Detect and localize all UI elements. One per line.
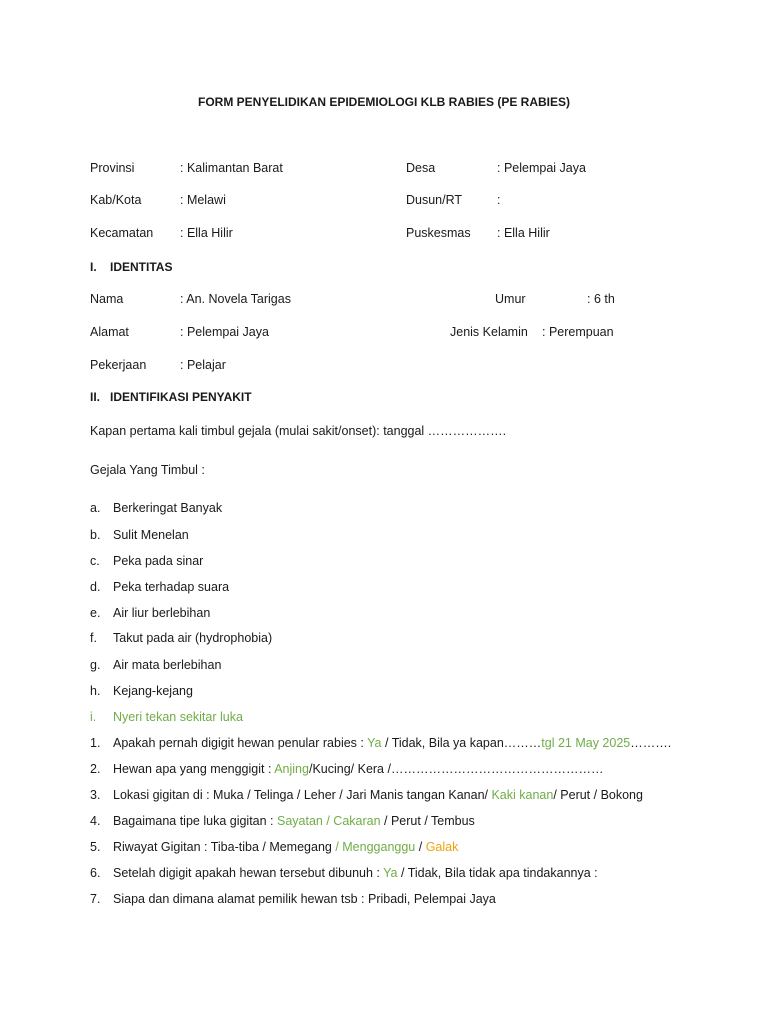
pekerjaan-value: : Pelajar (180, 358, 226, 372)
desa-label: Desa (406, 161, 436, 175)
kab-label: Kab/Kota (90, 193, 142, 207)
kecamatan-label: Kecamatan (90, 226, 154, 240)
puskesmas-label: Puskesmas (406, 226, 471, 240)
nama-label: Nama (90, 292, 124, 306)
gejala-marker: b. (90, 528, 101, 542)
desa-value: : Pelempai Jaya (497, 161, 586, 175)
provinsi-value: : Kalimantan Barat (180, 161, 283, 175)
onset-line: Kapan pertama kali timbul gejala (mulai sakit/onset): tanggal ………………. (90, 424, 507, 438)
gejala-item: Sulit Menelan (113, 528, 189, 542)
umur-label: Umur (495, 292, 526, 306)
form-title: FORM PENYELIDIKAN EPIDEMIOLOGI KLB RABIES (PE RABIES) (197, 95, 571, 109)
gejala-marker: e. (90, 606, 101, 620)
gejala-marker: h. (90, 684, 101, 698)
jenis-kelamin-value: : Perempuan (542, 325, 614, 339)
provinsi-label: Provinsi (90, 161, 135, 175)
gejala-item: Air mata berlebihan (113, 658, 222, 672)
gejala-heading: Gejala Yang Timbul : (90, 463, 205, 477)
question-number: 4. (90, 814, 101, 828)
question-1: Apakah pernah digigit hewan penular rabies : Ya / Tidak, Bila ya kapan………tgl 21 May 2025………. (113, 736, 672, 750)
alamat-label: Alamat (90, 325, 129, 339)
gejala-marker: c. (90, 554, 100, 568)
question-number: 1. (90, 736, 101, 750)
kecamatan-value: : Ella Hilir (180, 226, 233, 240)
question-5: Riwayat Gigitan : Tiba-tiba / Memegang / Mengganggu / Galak (113, 840, 459, 854)
penyakit-heading: II. IDENTIFIKASI PENYAKIT (90, 390, 252, 404)
question-number: 6. (90, 866, 101, 880)
puskesmas-value: : Ella Hilir (497, 226, 550, 240)
question-number: 2. (90, 762, 101, 776)
dusun-label: Dusun/RT (406, 193, 463, 207)
gejala-marker: i. (90, 710, 97, 724)
gejala-marker: g. (90, 658, 101, 672)
gejala-marker: d. (90, 580, 101, 594)
jenis-kelamin-label: Jenis Kelamin (450, 325, 528, 339)
gejala-item: Takut pada air (hydrophobia) (113, 631, 273, 645)
question-7: Siapa dan dimana alamat pemilik hewan tsb : Pribadi, Pelempai Jaya (113, 892, 496, 906)
question-4: Bagaimana tipe luka gigitan : Sayatan / Cakaran / Perut / Tembus (113, 814, 475, 828)
pekerjaan-label: Pekerjaan (90, 358, 147, 372)
gejala-item: Berkeringat Banyak (113, 501, 223, 515)
kab-value: : Melawi (180, 193, 226, 207)
dusun-value: : (497, 193, 501, 207)
gejala-item: Nyeri tekan sekitar luka (113, 710, 243, 724)
gejala-item: Air liur berlebihan (113, 606, 211, 620)
question-number: 3. (90, 788, 101, 802)
gejala-item: Peka pada sinar (113, 554, 204, 568)
gejala-marker: a. (90, 501, 101, 515)
identitas-heading: I. IDENTITAS (90, 260, 173, 274)
gejala-marker: f. (90, 631, 97, 645)
question-6: Setelah digigit apakah hewan tersebut dibunuh : Ya / Tidak, Bila tidak apa tindakannya : (113, 866, 598, 880)
umur-value: : 6 th (587, 292, 615, 306)
question-number: 7. (90, 892, 101, 906)
question-3: Lokasi gigitan di : Muka / Telinga / Leher / Jari Manis tangan Kanan/ Kaki kanan/ Perut / Bokong (113, 788, 643, 802)
alamat-value: : Pelempai Jaya (180, 325, 269, 339)
nama-value: : An. Novela Tarigas (180, 292, 291, 306)
gejala-item: Kejang-kejang (113, 684, 193, 698)
gejala-item: Peka terhadap suara (113, 580, 230, 594)
question-number: 5. (90, 840, 101, 854)
question-2: Hewan apa yang menggigit : Anjing/Kucing/ Kera /…………………………………………… (113, 762, 604, 776)
